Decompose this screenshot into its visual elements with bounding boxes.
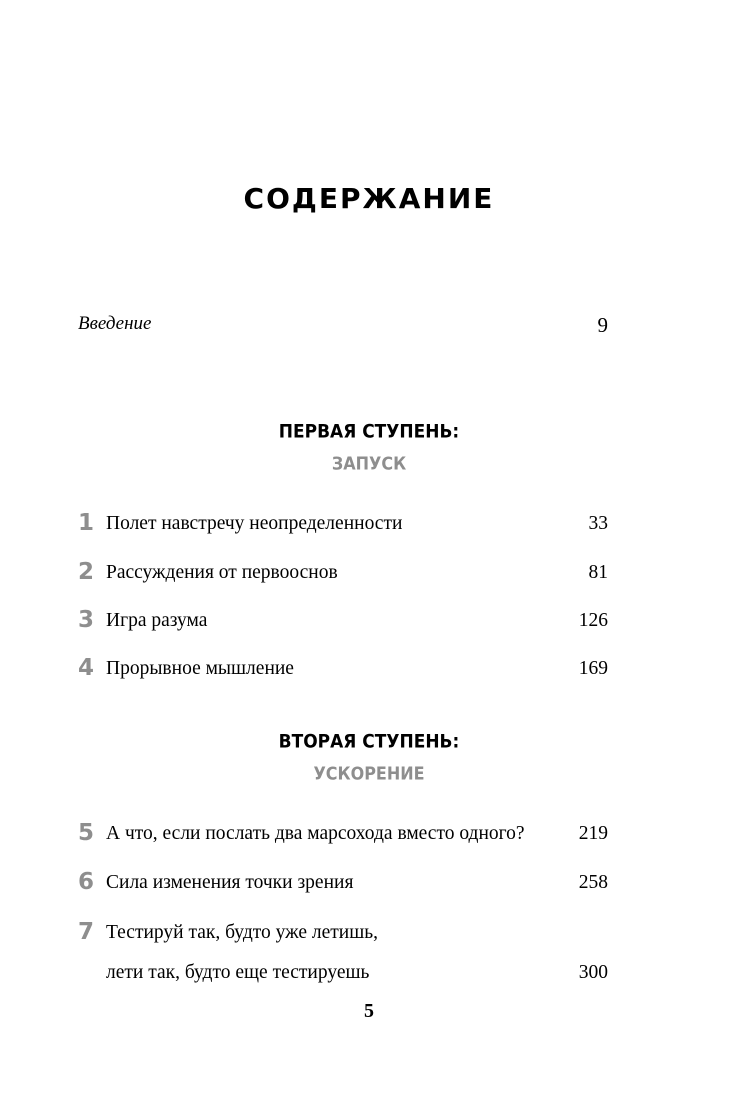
- chapter-title: Игра разума: [106, 610, 208, 631]
- chapter-number: 6: [78, 869, 95, 895]
- toc-entry: [78, 510, 608, 541]
- toc-entry-intro: [78, 313, 608, 339]
- chapter-title: Рассуждения от первооснов: [106, 562, 338, 583]
- intro-page-number: 9: [597, 313, 608, 337]
- chapter-number: 2: [78, 559, 95, 585]
- chapter-title: Сила изменения точки зрения: [106, 872, 354, 893]
- chapter-number: 4: [78, 655, 95, 681]
- chapter-title: Тестируй так, будто уже летишь,: [106, 922, 378, 943]
- chapter-number: 1: [78, 510, 95, 536]
- chapter-title: А что, если послать два марсохода вместо одного?: [106, 823, 525, 844]
- chapter-page-number: 258: [578, 872, 608, 893]
- chapter-number: 3: [78, 607, 95, 633]
- toc-entry: [78, 607, 608, 638]
- toc-entry: [78, 820, 608, 851]
- chapter-title-line-2: лети так, будто еще тестируешь: [106, 962, 370, 983]
- chapter-page-number: 219: [578, 823, 608, 844]
- page-folio: 5: [364, 1000, 374, 1022]
- toc-entry: [78, 559, 608, 590]
- chapter-page-number: 33: [588, 513, 608, 534]
- part-2-subtitle: УСКОРЕНИЕ: [313, 763, 425, 784]
- part-2-heading: ВТОРАЯ СТУПЕНЬ:: [278, 731, 460, 753]
- chapter-page-number: 126: [578, 610, 608, 631]
- page-title: СОДЕРЖАНИЕ: [243, 182, 495, 215]
- chapter-title: Прорывное мышление: [106, 658, 294, 679]
- chapter-page-number: 81: [588, 562, 608, 583]
- part-1-heading: ПЕРВАЯ СТУПЕНЬ:: [278, 421, 460, 443]
- chapter-number: 7: [78, 919, 95, 945]
- toc-entry: [78, 655, 608, 686]
- chapter-title: Полет навстречу неопределенности: [106, 513, 403, 534]
- toc-entry: [78, 919, 608, 983]
- chapter-page-number: 300: [578, 962, 608, 983]
- toc-entry: [78, 869, 608, 900]
- chapter-number: 5: [78, 820, 95, 846]
- intro-label: Введение: [78, 313, 152, 334]
- part-1-subtitle: ЗАПУСК: [331, 453, 407, 474]
- chapter-page-number: 169: [578, 658, 608, 679]
